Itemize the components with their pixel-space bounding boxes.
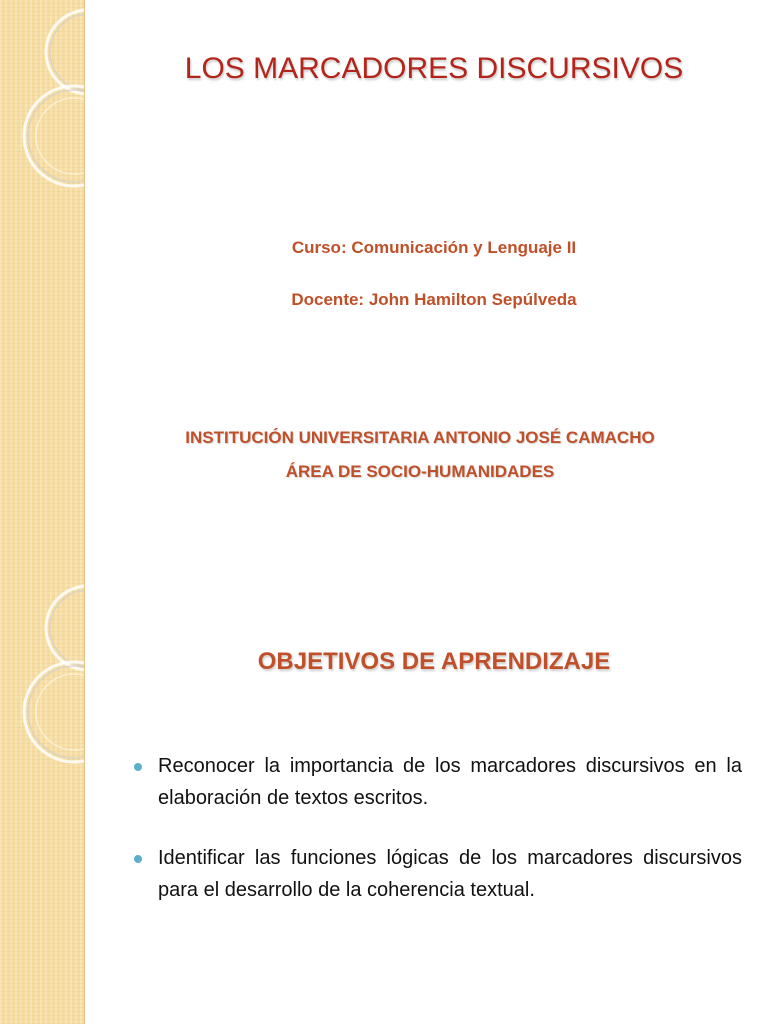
teacher-label: Docente: John Hamilton Sepúlveda bbox=[291, 290, 577, 309]
list-item bbox=[130, 750, 742, 814]
objective-text: Reconocer la importancia de los marcadores discursivos en la elaboración de textos escritos. bbox=[158, 755, 742, 809]
objectives-heading: OBJETIVOS DE APRENDIZAJE bbox=[257, 648, 611, 675]
objective-text: Identificar las funciones lógicas de los marcadores discursivos para el desarrollo de la coherencia textual. bbox=[158, 847, 742, 901]
slide-objectives bbox=[0, 576, 768, 1024]
bullet-icon bbox=[134, 763, 142, 771]
decorative-sidebar bbox=[0, 0, 85, 576]
objectives-list bbox=[130, 750, 742, 934]
institution-name: INSTITUCIÓN UNIVERSITARIA ANTONIO JOSÉ CAMACHO bbox=[185, 428, 655, 447]
decorative-circles-icon bbox=[0, 576, 84, 1024]
decorative-circles-icon bbox=[0, 0, 84, 576]
area-name: ÁREA DE SOCIO-HUMANIDADES bbox=[285, 462, 555, 481]
course-label: Curso: Comunicación y Lenguaje II bbox=[291, 238, 577, 257]
bullet-icon bbox=[134, 855, 142, 863]
list-item bbox=[130, 842, 742, 906]
slide-title-heading: LOS MARCADORES DISCURSIVOS bbox=[184, 52, 684, 85]
decorative-sidebar bbox=[0, 576, 85, 1024]
